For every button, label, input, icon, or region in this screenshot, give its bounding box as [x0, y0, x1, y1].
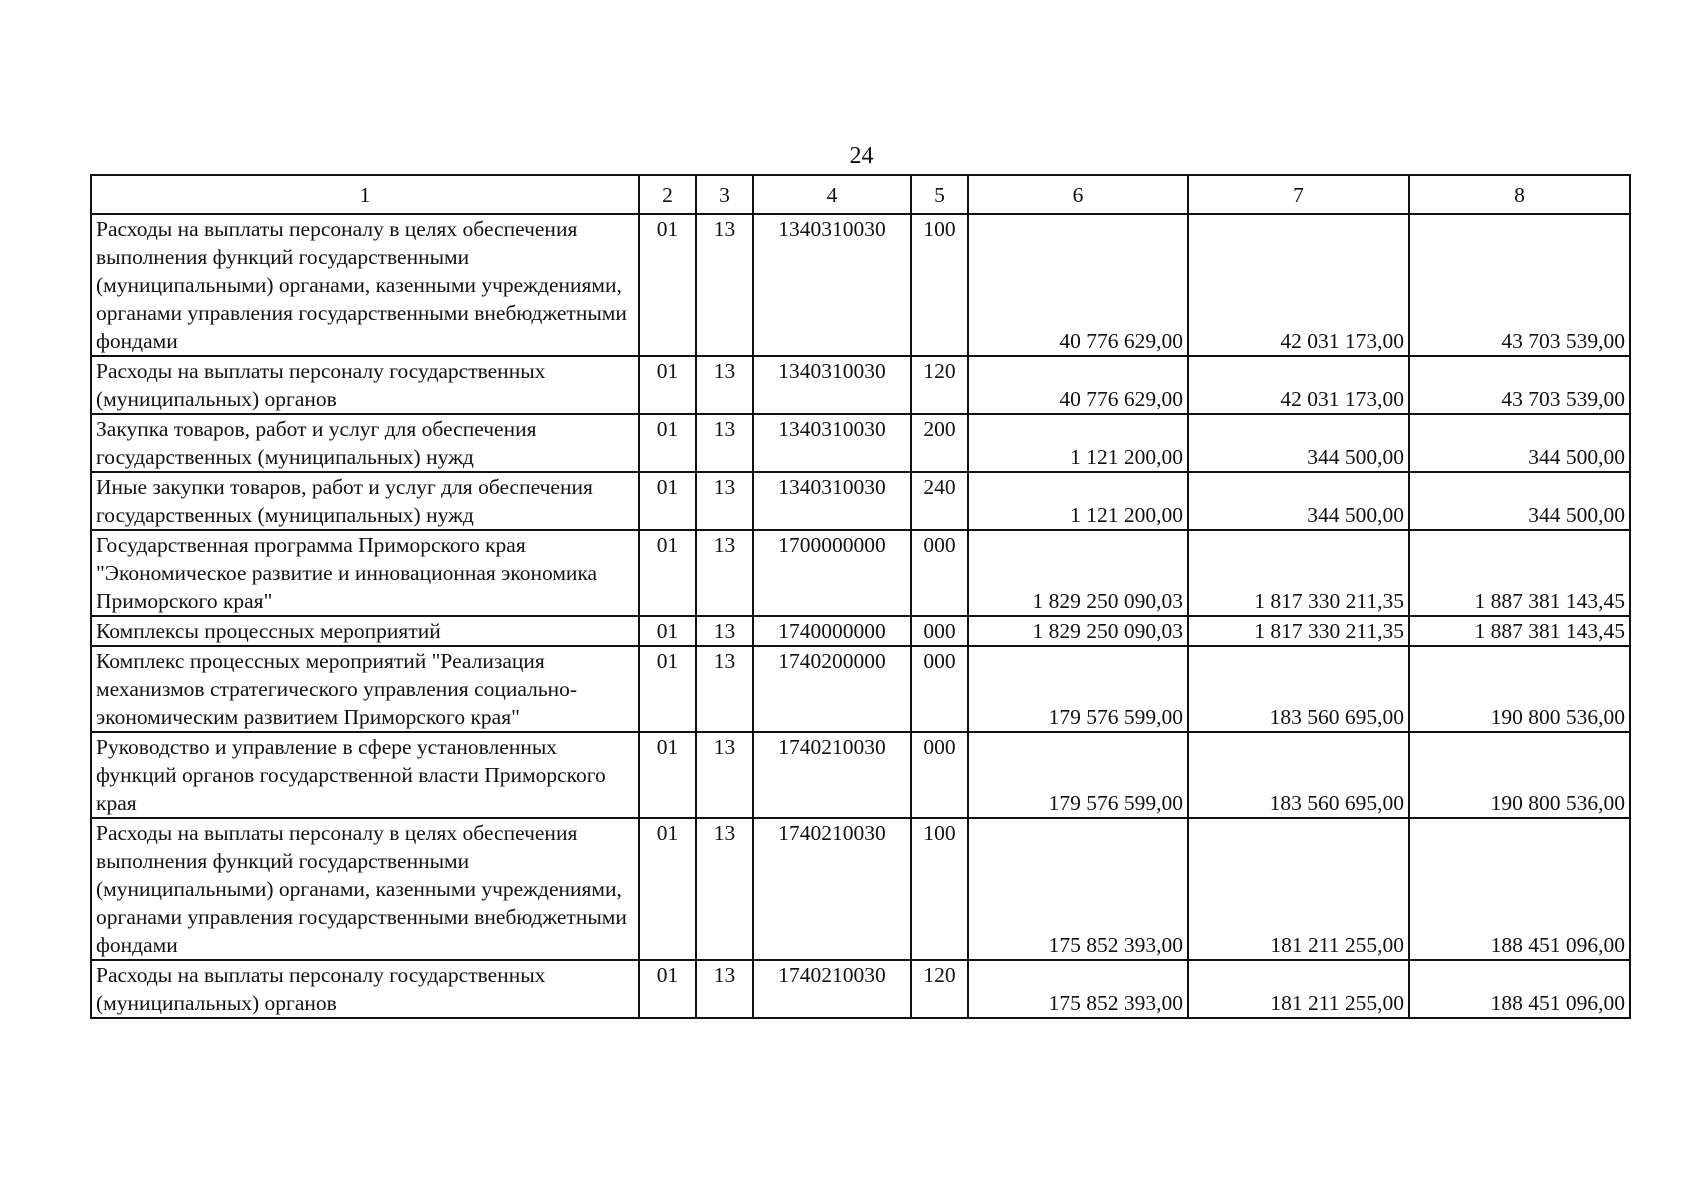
table-header	[91, 175, 1630, 214]
amount-col6: 1 829 250 090,03	[968, 530, 1188, 616]
column-header: 5	[911, 175, 968, 214]
expense-type-code: 000	[911, 646, 968, 732]
column-header: 7	[1188, 175, 1409, 214]
amount-col6: 1 121 200,00	[968, 472, 1188, 530]
section-code: 01	[639, 646, 696, 732]
row-name: Комплексы процессных мероприятий	[91, 616, 639, 646]
table-row	[91, 530, 1630, 616]
section-code: 01	[639, 616, 696, 646]
row-name: Расходы на выплаты персоналу государственных (муниципальных) органов	[91, 960, 639, 1018]
amount-col7: 181 211 255,00	[1188, 818, 1409, 960]
expense-type-code: 000	[911, 732, 968, 818]
section-code: 01	[639, 530, 696, 616]
amount-col7: 181 211 255,00	[1188, 960, 1409, 1018]
table-row	[91, 616, 1630, 646]
amount-col6: 1 829 250 090,03	[968, 616, 1188, 646]
column-header: 4	[753, 175, 911, 214]
row-name: Комплекс процессных мероприятий "Реализация механизмов стратегического управления социально-экономическим развитием Приморского края"	[91, 646, 639, 732]
expense-type-code: 240	[911, 472, 968, 530]
amount-col7: 344 500,00	[1188, 414, 1409, 472]
amount-col7: 1 817 330 211,35	[1188, 530, 1409, 616]
target-article-code: 1740210030	[753, 818, 911, 960]
amount-col7: 42 031 173,00	[1188, 214, 1409, 356]
subsection-code: 13	[696, 530, 753, 616]
section-code: 01	[639, 472, 696, 530]
table-row	[91, 960, 1630, 1018]
amount-col8: 43 703 539,00	[1409, 214, 1630, 356]
amount-col8: 190 800 536,00	[1409, 646, 1630, 732]
page-number: 24	[849, 143, 874, 169]
amount-col8: 344 500,00	[1409, 472, 1630, 530]
expense-type-code: 100	[911, 214, 968, 356]
target-article-code: 1740200000	[753, 646, 911, 732]
amount-col8: 1 887 381 143,45	[1409, 616, 1630, 646]
target-article-code: 1340310030	[753, 472, 911, 530]
subsection-code: 13	[696, 414, 753, 472]
expense-type-code: 120	[911, 960, 968, 1018]
column-header: 1	[91, 175, 639, 214]
amount-col7: 1 817 330 211,35	[1188, 616, 1409, 646]
column-header: 6	[968, 175, 1188, 214]
target-article-code: 1340310030	[753, 214, 911, 356]
subsection-code: 13	[696, 356, 753, 414]
section-code: 01	[639, 214, 696, 356]
row-name: Расходы на выплаты персоналу государственных (муниципальных) органов	[91, 356, 639, 414]
section-code: 01	[639, 818, 696, 960]
table-row	[91, 818, 1630, 960]
amount-col7: 344 500,00	[1188, 472, 1409, 530]
amount-col7: 183 560 695,00	[1188, 646, 1409, 732]
target-article-code: 1340310030	[753, 356, 911, 414]
amount-col6: 40 776 629,00	[968, 356, 1188, 414]
table-row	[91, 414, 1630, 472]
section-code: 01	[639, 960, 696, 1018]
subsection-code: 13	[696, 818, 753, 960]
row-name: Закупка товаров, работ и услуг для обеспечения государственных (муниципальных) нужд	[91, 414, 639, 472]
section-code: 01	[639, 414, 696, 472]
subsection-code: 13	[696, 960, 753, 1018]
target-article-code: 1740210030	[753, 732, 911, 818]
subsection-code: 13	[696, 616, 753, 646]
target-article-code: 1340310030	[753, 414, 911, 472]
amount-col8: 344 500,00	[1409, 414, 1630, 472]
subsection-code: 13	[696, 472, 753, 530]
row-name: Государственная программа Приморского края "Экономическое развитие и инновационная экономика Приморского края"	[91, 530, 639, 616]
amount-col8: 1 887 381 143,45	[1409, 530, 1630, 616]
subsection-code: 13	[696, 214, 753, 356]
column-header: 2	[639, 175, 696, 214]
subsection-code: 13	[696, 732, 753, 818]
target-article-code: 1740210030	[753, 960, 911, 1018]
amount-col8: 188 451 096,00	[1409, 960, 1630, 1018]
table-row	[91, 646, 1630, 732]
column-header: 3	[696, 175, 753, 214]
amount-col6: 40 776 629,00	[968, 214, 1188, 356]
target-article-code: 1740000000	[753, 616, 911, 646]
row-name: Расходы на выплаты персоналу в целях обеспечения выполнения функций государственными (муниципальными) органами, казенными учреждениями, органами управления государственными внебюджетными фондами	[91, 818, 639, 960]
amount-col7: 42 031 173,00	[1188, 356, 1409, 414]
row-name: Руководство и управление в сфере установленных функций органов государственной власти Приморского края	[91, 732, 639, 818]
column-header: 8	[1409, 175, 1630, 214]
table-row	[91, 214, 1630, 356]
row-name: Расходы на выплаты персоналу в целях обеспечения выполнения функций государственными (муниципальными) органами, казенными учреждениями, органами управления государственными внебюджетными фондами	[91, 214, 639, 356]
section-code: 01	[639, 732, 696, 818]
amount-col6: 175 852 393,00	[968, 818, 1188, 960]
row-name: Иные закупки товаров, работ и услуг для обеспечения государственных (муниципальных) нужд	[91, 472, 639, 530]
amount-col6: 1 121 200,00	[968, 414, 1188, 472]
expense-type-code: 100	[911, 818, 968, 960]
subsection-code: 13	[696, 646, 753, 732]
expense-type-code: 120	[911, 356, 968, 414]
target-article-code: 1700000000	[753, 530, 911, 616]
amount-col6: 179 576 599,00	[968, 646, 1188, 732]
amount-col7: 183 560 695,00	[1188, 732, 1409, 818]
amount-col8: 43 703 539,00	[1409, 356, 1630, 414]
table-body	[91, 214, 1630, 1018]
section-code: 01	[639, 356, 696, 414]
expense-type-code: 200	[911, 414, 968, 472]
amount-col8: 188 451 096,00	[1409, 818, 1630, 960]
amount-col8: 190 800 536,00	[1409, 732, 1630, 818]
table-row	[91, 472, 1630, 530]
budget-table	[90, 174, 1631, 1019]
expense-type-code: 000	[911, 530, 968, 616]
table-row	[91, 356, 1630, 414]
table-row	[91, 732, 1630, 818]
amount-col6: 175 852 393,00	[968, 960, 1188, 1018]
expense-type-code: 000	[911, 616, 968, 646]
header-row	[91, 175, 1630, 214]
amount-col6: 179 576 599,00	[968, 732, 1188, 818]
